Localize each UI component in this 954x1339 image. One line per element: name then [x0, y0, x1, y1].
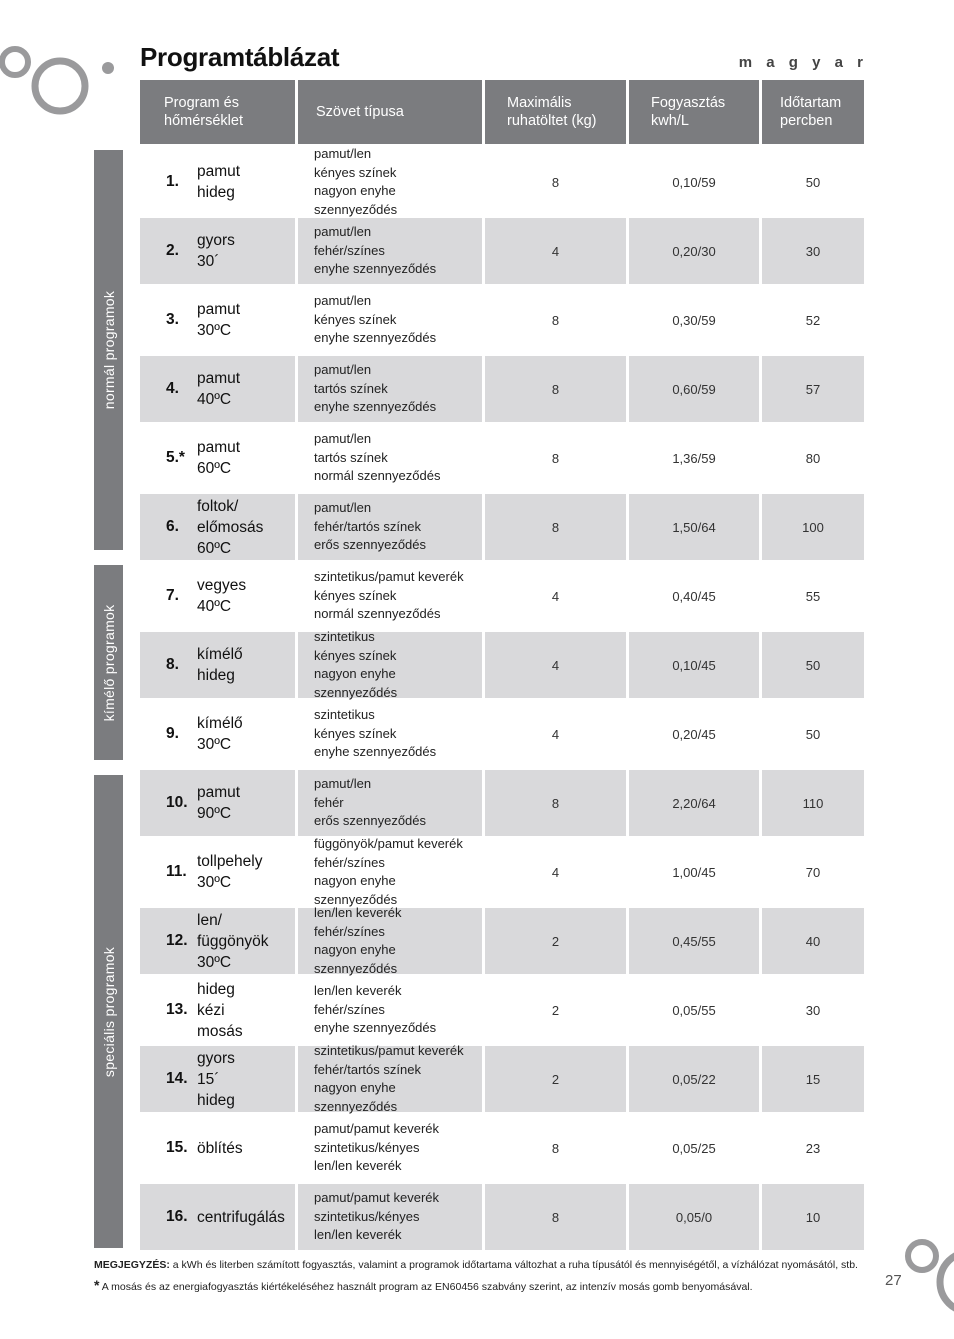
program-cell	[140, 1184, 298, 1250]
duration-cell: 50	[805, 726, 821, 742]
program-name: gyors 15´ hideg	[197, 1049, 235, 1109]
consumption-cell: 0,60/59	[629, 356, 762, 422]
consumption-cell: 0,30/59	[629, 287, 762, 353]
duration-cell: 52	[805, 312, 821, 328]
table-row	[140, 287, 864, 353]
table-row	[140, 1043, 864, 1114]
program-table	[140, 80, 864, 1253]
duration-cell: 40	[762, 908, 864, 974]
duration-cell: 50	[805, 174, 821, 190]
program-name: gyors 30´	[197, 232, 235, 270]
program-cell	[140, 218, 298, 284]
load-cell: 8	[485, 1184, 629, 1250]
fabric-cell: pamut/len kényes színek enyhe szennyeződés	[298, 287, 485, 353]
language-label: m a g y a r	[738, 54, 868, 71]
table-body	[140, 146, 864, 1250]
load-cell: 2	[485, 1046, 629, 1112]
program-name: foltok/ előmosás 60ºC	[197, 497, 264, 557]
header-load: Maximális ruhatöltet (kg)	[485, 80, 629, 144]
table-row	[140, 1115, 864, 1181]
header-program: Program és hőmérséklet	[140, 80, 298, 144]
table-row	[140, 218, 864, 284]
fabric-cell: szintetikus/pamut keverék kényes színek normál szennyeződés	[298, 563, 485, 629]
program-number: 5.*	[166, 449, 185, 466]
consumption-cell: 0,10/45	[629, 632, 762, 698]
fabric-cell: pamut/len fehér/színes enyhe szennyeződés	[298, 218, 485, 284]
header-fabric: Szövet típusa	[298, 80, 485, 144]
load-cell: 8	[485, 770, 629, 836]
load-cell: 8	[485, 356, 629, 422]
table-row	[140, 977, 864, 1043]
duration-cell: 30	[762, 218, 864, 284]
program-cell	[140, 770, 298, 836]
side-label-gentle: kímélő programok	[94, 565, 123, 760]
table-row	[140, 146, 864, 217]
program-number: 6.	[166, 518, 179, 535]
table-row	[140, 629, 864, 700]
program-name: pamut 90ºC	[197, 784, 241, 822]
table-row	[140, 836, 864, 907]
duration-cell: 30	[805, 1002, 821, 1018]
program-cell	[140, 563, 298, 629]
program-name: pamut 40ºC	[197, 370, 241, 408]
fabric-cell: len/len keverék fehér/színes enyhe szennyeződés	[298, 977, 485, 1043]
program-name: len/ függönyök 30ºC	[197, 911, 269, 971]
consumption-cell: 0,45/55	[629, 908, 762, 974]
table-row	[140, 563, 864, 629]
fabric-cell: pamut/len kényes színek nagyon enyhe szennyeződés	[298, 149, 485, 215]
load-cell: 2	[485, 908, 629, 974]
fabric-cell: szintetikus kényes színek enyhe szennyeződés	[298, 701, 485, 767]
side-label-normal: normál programok	[94, 150, 123, 550]
duration-cell: 23	[805, 1140, 821, 1156]
program-cell	[140, 287, 298, 353]
program-number: 12.	[166, 932, 188, 949]
table-header	[140, 80, 864, 144]
program-number: 4.	[166, 380, 179, 397]
program-cell	[140, 425, 298, 491]
fabric-cell: pamut/len tartós színek enyhe szennyeződés	[298, 356, 485, 422]
page-title: Programtáblázat	[140, 42, 340, 72]
consumption-cell: 1,36/59	[629, 425, 762, 491]
program-cell	[140, 632, 298, 698]
program-name: centrifugálás	[197, 1208, 285, 1226]
table-row	[140, 770, 864, 836]
load-cell: 4	[485, 218, 629, 284]
fabric-cell: függönyök/pamut keverék fehér/színes nagyon enyhe szennyeződés	[298, 839, 485, 905]
program-number: 13.	[166, 1001, 188, 1018]
table-row	[140, 1184, 864, 1250]
fabric-cell: pamut/pamut keverék szintetikus/kényes len/len keverék	[298, 1184, 485, 1250]
program-number: 15.	[166, 1139, 188, 1156]
consumption-cell: 0,10/59	[629, 149, 762, 215]
program-cell	[140, 149, 298, 215]
decorative-circles-corner	[900, 1232, 954, 1312]
program-name: pamut 60ºC	[197, 439, 241, 477]
program-name: öblítés	[197, 1139, 243, 1157]
program-name: hideg kézi mosás	[197, 980, 243, 1040]
program-cell	[140, 494, 298, 560]
duration-cell: 15	[762, 1046, 864, 1112]
table-row	[140, 701, 864, 767]
load-cell: 8	[485, 425, 629, 491]
load-cell: 4	[485, 632, 629, 698]
duration-cell: 50	[762, 632, 864, 698]
consumption-cell: 1,00/45	[629, 839, 762, 905]
consumption-cell: 2,20/64	[629, 770, 762, 836]
fabric-cell: szintetikus kényes színek nagyon enyhe szennyeződés	[298, 632, 485, 698]
fabric-cell: pamut/len fehér erős szennyeződés	[298, 770, 485, 836]
program-number: 8.	[166, 656, 179, 673]
consumption-cell: 0,05/0	[629, 1184, 762, 1250]
header-duration: Időtartam percben	[762, 80, 864, 144]
program-name: kímélő 30ºC	[197, 715, 243, 753]
fabric-cell: szintetikus/pamut keverék fehér/tartós színek nagyon enyhe szennyeződés	[298, 1046, 485, 1112]
duration-cell: 10	[762, 1184, 864, 1250]
program-number: 2.	[166, 242, 179, 259]
fabric-cell: pamut/pamut keverék szintetikus/kényes len/len keverék	[298, 1115, 485, 1181]
duration-cell: 110	[762, 770, 864, 836]
program-cell	[140, 977, 298, 1043]
fabric-cell: pamut/len tartós színek normál szennyeződés	[298, 425, 485, 491]
program-cell	[140, 356, 298, 422]
fabric-cell: len/len keverék fehér/színes nagyon enyhe szennyeződés	[298, 908, 485, 974]
table-row	[140, 356, 864, 422]
page-number: 27	[885, 1272, 902, 1289]
program-number: 14.	[166, 1070, 188, 1087]
load-cell: 8	[485, 1115, 629, 1181]
header-consumption: Fogyasztás kwh/L	[629, 80, 762, 144]
load-cell: 8	[485, 149, 629, 215]
program-cell	[140, 1115, 298, 1181]
program-number: 1.	[166, 173, 179, 190]
side-label-special: speciális programok	[94, 775, 123, 1248]
fabric-cell: pamut/len fehér/tartós színek erős szennyeződés	[298, 494, 485, 560]
program-name: pamut hideg	[197, 163, 241, 201]
load-cell: 4	[485, 563, 629, 629]
duration-cell: 100	[762, 494, 864, 560]
load-cell: 2	[485, 977, 629, 1043]
load-cell: 8	[485, 287, 629, 353]
duration-cell: 55	[805, 588, 821, 604]
program-name: kímélő hideg	[197, 646, 243, 684]
consumption-cell: 0,20/45	[629, 701, 762, 767]
program-cell	[140, 1046, 298, 1112]
program-name: tollpehely 30ºC	[197, 853, 263, 891]
load-cell: 8	[485, 494, 629, 560]
consumption-cell: 0,05/25	[629, 1115, 762, 1181]
table-row	[140, 425, 864, 491]
program-name: pamut 30ºC	[197, 301, 241, 339]
consumption-cell: 1,50/64	[629, 494, 762, 560]
program-name: vegyes 40ºC	[197, 577, 247, 615]
program-number: 9.	[166, 725, 179, 742]
program-number: 10.	[166, 794, 188, 811]
program-cell	[140, 701, 298, 767]
program-cell	[140, 839, 298, 905]
duration-cell: 80	[805, 450, 821, 466]
program-number: 7.	[166, 587, 179, 604]
consumption-cell: 0,05/55	[629, 977, 762, 1043]
table-row	[140, 905, 864, 976]
program-number: 16.	[166, 1208, 188, 1225]
program-number: 3.	[166, 311, 179, 328]
program-number: 11.	[166, 863, 187, 880]
consumption-cell: 0,05/22	[629, 1046, 762, 1112]
footnote: * A mosás és az energiafogyasztás kiértékeléséhez használt program az EN60456 szabvány szerint, az intenzív mosás gomb benyomásával.	[94, 1277, 753, 1293]
note: MEGJEGYZÉS: a kWh és literben számított fogyasztás, valamint a programok időtartama változhat a ruha típusától és mennyiségétől, a vízhálózat nyomásától, stb.	[94, 1259, 858, 1271]
program-cell	[140, 908, 298, 974]
consumption-cell: 0,40/45	[629, 563, 762, 629]
decorative-circles-logo	[0, 38, 120, 118]
consumption-cell: 0,20/30	[629, 218, 762, 284]
duration-cell: 57	[762, 356, 864, 422]
load-cell: 4	[485, 701, 629, 767]
table-row	[140, 494, 864, 560]
duration-cell: 70	[805, 864, 821, 880]
load-cell: 4	[485, 839, 629, 905]
